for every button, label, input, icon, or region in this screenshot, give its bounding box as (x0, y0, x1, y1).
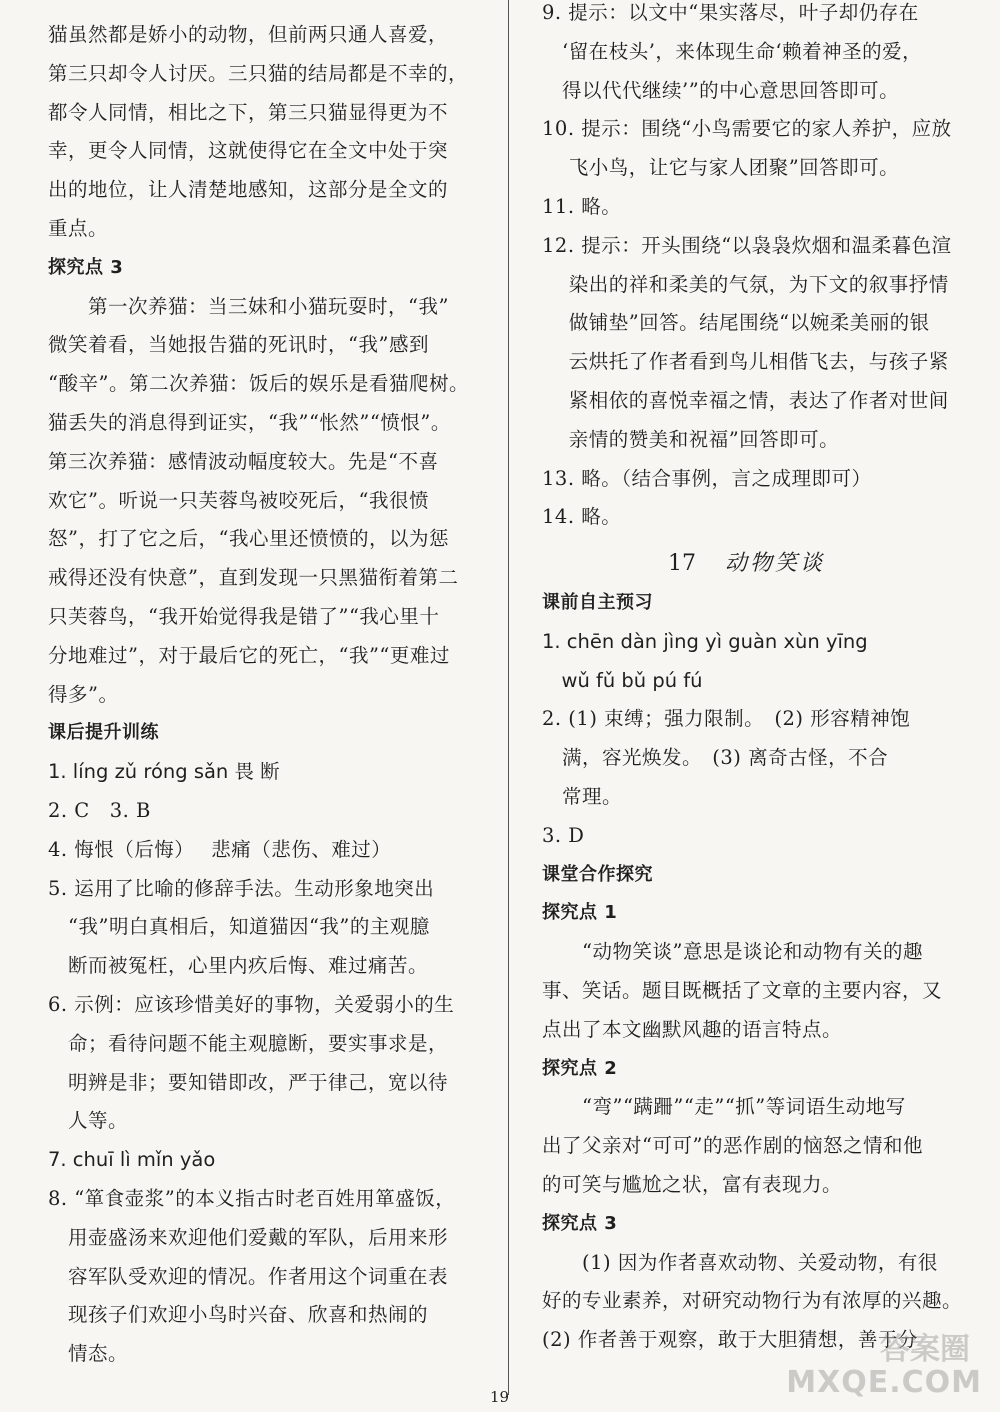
chapter-heading (668, 546, 825, 577)
text-line: (2) 作者善于观察，敢于大胆猜想，善于分 (542, 1328, 918, 1352)
text-line: 点出了本文幽默风趣的语言特点。 (542, 1017, 843, 1041)
text-line: 2. (1) 束缚；强力限制。 (2) 形容精神饱 (542, 707, 911, 731)
text-line: 戒得还没有快意”，直到发现一只黑猫衔着第二 (48, 566, 459, 590)
section-heading: 课堂合作探究 (542, 863, 653, 885)
text-line: 11. 略。 (542, 195, 622, 218)
text-line: 染出的祥和柔美的气氛，为下文的叙事抒情 (542, 272, 949, 296)
text-line: 1. líng zǔ róng sǎn 畏 断 (48, 760, 280, 784)
text-line: 事、笑话。题目既概括了文章的主要内容，又 (542, 979, 943, 1002)
text-line: 第三次养猫：感情波动幅度较大。先是“不喜 (48, 449, 439, 473)
text-line: 1. chēn dàn jìng yì guàn xùn yīng (542, 629, 868, 653)
text-line: 容军队受欢迎的情况。作者用这个词重在表 (48, 1264, 449, 1288)
text-line: 重点。 (48, 217, 109, 240)
text-line: 微笑着看，当她报告猫的死讯时，“我”感到 (48, 333, 429, 357)
text-line: 幸，更令人同情，这就使得它在全文中处于突 (48, 139, 449, 163)
text-line: ‘留在枝头’，来体现生命‘赖着神圣的爱， (542, 39, 923, 63)
text-line: 猫虽然都是娇小的动物，但前两只通人喜爱， (48, 23, 449, 46)
section-heading: 课前自主预习 (542, 592, 653, 613)
section-heading: 探究点 1 (542, 902, 618, 924)
text-line: 出的地位，让人清楚地感知，这部分是全文的 (48, 178, 449, 202)
text-line: 只芙蓉鸟，“我开始觉得我是错了”“我心里十 (48, 605, 440, 628)
text-line: 3. D (542, 823, 585, 847)
text-line: wǔ fǔ bǔ pú fú (542, 668, 703, 692)
chapter-title: 动物笑谈 (725, 551, 826, 576)
text-line: 5. 运用了比喻的修辞手法。生动形象地突出 (48, 876, 435, 900)
text-line: 欢它”。听说一只芙蓉鸟被咬死后，“我很愤 (48, 488, 429, 512)
text-line: “弯”“蹒跚”“走”“抓”等词语生动地写 (542, 1095, 906, 1119)
text-line: 飞小鸟，让它与家人团聚”回答即可。 (542, 156, 900, 180)
text-line: 12. 提示：开头围绕“以袅袅炊烟和温柔暮色渲 (542, 233, 952, 257)
text-line: “动物笑谈”意思是谈论和动物有关的趣 (542, 940, 923, 964)
column-divider (508, 0, 509, 1395)
text-line: 14. 略。 (542, 505, 622, 529)
text-line: 4. 悔恨（后悔） 悲痛（悲伤、难过） (48, 837, 392, 861)
text-line: “酸辛”。第二次养猫：饭后的娱乐是看猫爬树。 (48, 372, 469, 396)
text-line: 满，容光焕发。 (3) 离奇古怪，不合 (542, 746, 889, 770)
text-line: 6. 示例：应该珍惜美好的事物，关爱弱小的生 (48, 993, 455, 1016)
text-line: 得以代代继续’”的中心意思回答即可。 (542, 78, 900, 102)
right-column (542, 0, 962, 1372)
text-line: “我”明白真相后，知道猫因“我”的主观臆 (48, 915, 430, 939)
text-line: 用壶盛汤来欢迎他们爱戴的军队，后用来形 (48, 1225, 449, 1249)
text-line: 2. C 3. B (48, 799, 151, 822)
text-line: 分地难过”，对于最后它的死亡，“我”“更难过 (48, 643, 450, 667)
text-line: 9. 提示：以文中“果实落尽，叶子却仍存在 (542, 1, 919, 24)
text-line: 亲情的赞美和祝福”回答即可。 (542, 427, 840, 451)
section-heading: 探究点 3 (542, 1212, 618, 1234)
text-line: 得多”。 (48, 682, 119, 706)
text-line: 第三只却令人讨厌。三只猫的结局都是不幸的， (48, 61, 469, 85)
text-line: 命；看待问题不能主观臆断，要实事求是， (48, 1031, 449, 1055)
text-line: 7. chuī lì mǐn yǎo (48, 1148, 216, 1172)
text-line: 云烘托了作者看到鸟儿相偕飞去，与孩子紧 (542, 350, 949, 374)
text-line: 第一次养猫：当三妹和小猫玩耍时，“我” (48, 294, 449, 318)
chapter-number: 17 (668, 551, 696, 576)
text-line: 人等。 (48, 1109, 129, 1133)
text-line: 明辨是非；要知错即改，严于律己，宽以待 (48, 1070, 449, 1094)
text-line: 断而被冤枉，心里内疚后悔、难过痛苦。 (48, 954, 429, 978)
watermark-logo: 答案圈 (880, 1332, 970, 1367)
section-heading: 探究点 2 (542, 1057, 618, 1079)
watermark (776, 1332, 986, 1402)
text-line: 情态。 (48, 1342, 129, 1366)
text-line: 猫丢失的消息得到证实，“我”“怅然”“愤恨”。 (48, 411, 451, 434)
page-number: 19 (490, 1388, 510, 1406)
text-line: 13. 略。（结合事例，言之成理即可） (542, 466, 872, 490)
text-line: 出了父亲对“可可”的恶作剧的恼怒之情和他 (542, 1134, 923, 1158)
left-column (48, 0, 468, 1372)
text-line: 都令人同情，相比之下，第三只猫显得更为不 (48, 100, 449, 124)
text-line: 怒”，打了它之后，“我心里还愤愤的，以为惩 (48, 527, 449, 551)
text-line: 紧相依的喜悦幸福之情，表达了作者对世间 (542, 389, 949, 412)
text-line: 现孩子们欢迎小鸟时兴奋、欣喜和热闹的 (48, 1303, 429, 1327)
text-line: (1) 因为作者喜欢动物、关爱动物，有很 (542, 1250, 938, 1274)
text-line: 常理。 (542, 785, 623, 808)
text-line: 好的专业素养，对研究动物行为有浓厚的兴趣。 (542, 1289, 963, 1313)
text-line: 8. “箪食壶浆”的本义指古时老百姓用箪盛饭， (48, 1187, 456, 1210)
text-line: 做铺垫”回答。结尾围绕“以婉柔美丽的银 (542, 311, 930, 335)
text-line: 10. 提示：围绕“小鸟需要它的家人养护，应放 (542, 117, 952, 141)
section-heading: 探究点 3 (48, 256, 124, 278)
section-heading: 课后提升训练 (48, 722, 159, 744)
text-line: 的可笑与尴尬之状，富有表现力。 (542, 1173, 843, 1196)
watermark-site: MXQE.COM (786, 1365, 982, 1400)
